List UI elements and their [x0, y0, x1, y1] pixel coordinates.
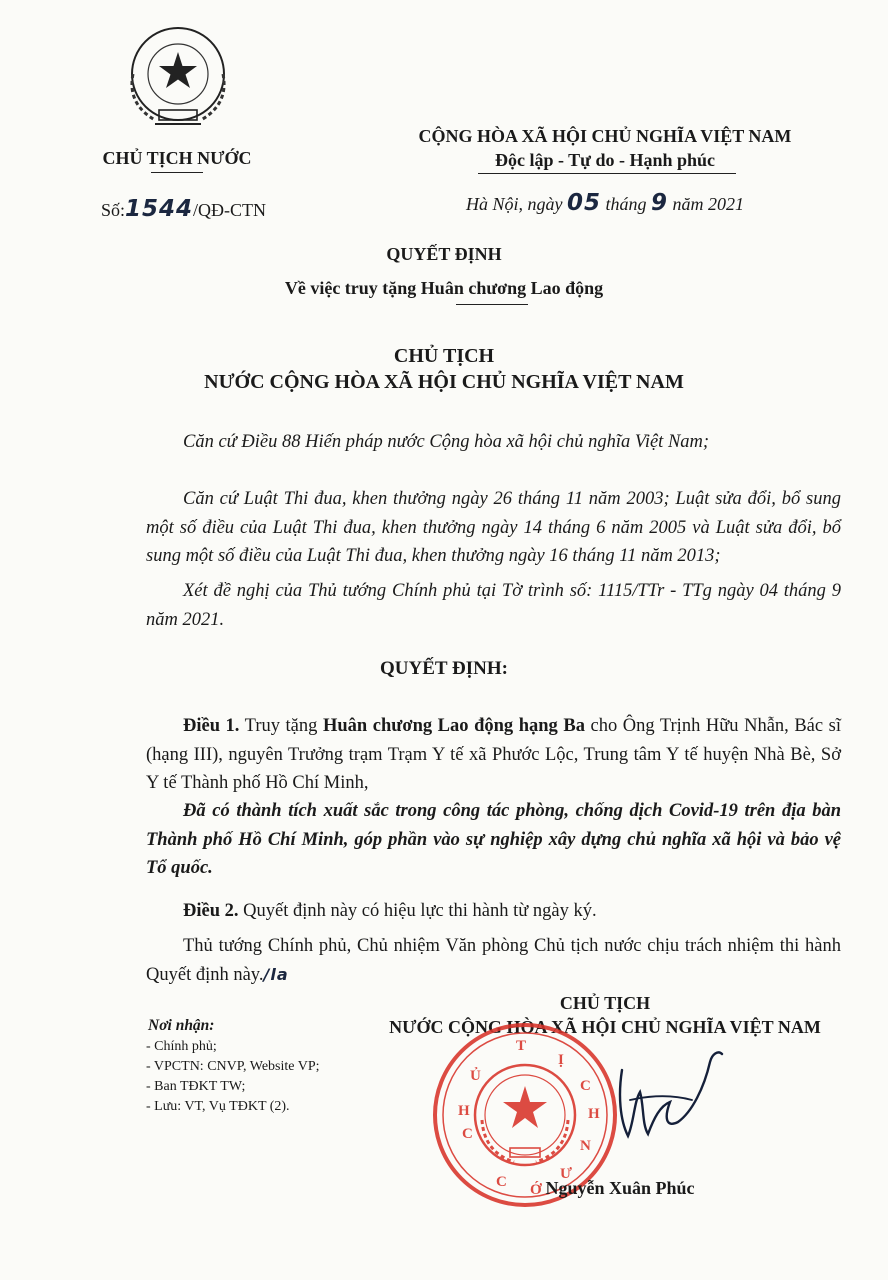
- svg-text:C: C: [462, 1126, 473, 1142]
- subject-underline: [456, 304, 528, 305]
- article-1-text-b: cho Ông Trịnh Hữu Nhẫn, Bác sĩ (hạng III), nguyên Trưởng trạm Trạm Y tế xã Phước Lộc, Trung tâm Y tế huyện Nhà Bè, Sở Y tế Thành phố Hồ Chí Minh,: [146, 716, 842, 793]
- svg-text:H: H: [458, 1103, 470, 1119]
- execution-text: Thủ tướng Chính phủ, Chủ nhiệm Văn phòng Chủ tịch nước chịu trách nhiệm thi hành Quyết định này.: [146, 936, 841, 985]
- medal-name: Huân chương Lao động hạng Ba: [322, 716, 585, 736]
- date-day-handwritten: 05: [566, 190, 601, 216]
- execution-clause: [146, 932, 841, 989]
- merit-citation: Đã có thành tích xuất sắc trong công tác phòng, chống dịch Covid-19 trên địa bàn Thành phố Hồ Chí Minh, góp phần vào sự nghiệp xây dựng chủ nghĩa xã hội và bảo vệ Tổ quốc.: [146, 801, 841, 878]
- authority-title: CHỦ TỊCH: [393, 345, 495, 367]
- recipient-item: - Chính phủ;: [146, 1039, 217, 1054]
- doc-number-suffix: /QĐ-CTN: [193, 200, 267, 220]
- legal-basis-emulation-law: Căn cứ Luật Thi đua, khen thưởng ngày 26 tháng 11 năm 2003; Luật sửa đổi, bổ sung một số điều của Luật Thi đua, khen thưởng ngày 14 tháng 6 năm 2005 và Luật sửa đổi, bổ sung một số điều của Luật Thi đua, khen thưởng ngày 16 tháng 11 năm 2013;: [146, 489, 841, 566]
- svg-text:T: T: [516, 1038, 527, 1054]
- national-motto: Độc lập - Tự do - Hạnh phúc: [494, 150, 716, 170]
- article-2-label: Điều 2.: [183, 901, 239, 921]
- svg-text:H: H: [588, 1106, 600, 1122]
- national-emblem: [119, 16, 237, 134]
- article-1: [146, 712, 841, 798]
- signer-title: CHỦ TỊCH: [559, 993, 651, 1013]
- recipient-item: - VPCTN: CNVP, Website VP;: [146, 1059, 320, 1074]
- svg-text:Ớ: Ớ: [530, 1182, 542, 1198]
- svg-text:Ư: Ư: [560, 1166, 572, 1182]
- decision-heading: QUYẾT ĐỊNH:: [380, 658, 508, 679]
- date-month-word: tháng: [600, 194, 651, 214]
- svg-text:Ủ: Ủ: [470, 1068, 481, 1084]
- article-2: [146, 897, 841, 926]
- svg-text:Ị: Ị: [558, 1052, 564, 1068]
- date-month-handwritten: 9: [651, 190, 669, 216]
- recipients-title: Nơi nhận:: [148, 1017, 215, 1034]
- legal-basis-proposal: Xét đề nghị của Thủ tướng Chính phủ tại Tờ trình số: 1115/TTr - TTg ngày 04 tháng 9 năm 2021.: [146, 581, 841, 630]
- svg-text:N: N: [580, 1138, 591, 1154]
- article-2-text: Quyết định này có hiệu lực thi hành từ ngày ký.: [238, 901, 597, 921]
- date-year: năm 2021: [668, 194, 745, 214]
- document-title: QUYẾT ĐỊNH: [386, 244, 502, 264]
- motto-underline: [478, 173, 736, 174]
- doc-number-prefix: Số:: [101, 200, 126, 220]
- recipient-item: - Ban TĐKT TW;: [146, 1079, 246, 1094]
- svg-text:C: C: [580, 1078, 591, 1094]
- doc-number-handwritten: 1544: [125, 196, 194, 222]
- nation-name: CỘNG HÒA XÃ HỘI CHỦ NGHĨA VIỆT NAM: [418, 126, 792, 146]
- article-1-label: Điều 1.: [183, 716, 240, 736]
- authority-org: NƯỚC CỘNG HÒA XÃ HỘI CHỦ NGHĨA VIỆT NAM: [204, 371, 684, 393]
- recipient-item: - Lưu: VT, Vụ TĐKT (2).: [146, 1099, 290, 1114]
- date-line: [360, 190, 850, 216]
- svg-text:C: C: [496, 1174, 507, 1190]
- handwritten-signature: [600, 1040, 740, 1160]
- signer-name: Nguyễn Xuân Phúc: [545, 1178, 695, 1198]
- document-subject: Về việc truy tặng Huân chương Lao động: [284, 278, 604, 298]
- document-number: [101, 196, 266, 222]
- handwritten-initials: /la: [263, 964, 289, 984]
- legal-basis-constitution: Căn cứ Điều 88 Hiến pháp nước Cộng hòa xã hội chủ nghĩa Việt Nam;: [183, 432, 710, 452]
- article-1-text-a: Truy tặng: [239, 716, 323, 736]
- issuer-underline: [151, 172, 203, 173]
- date-prefix: Hà Nội, ngày: [465, 194, 567, 214]
- issuer-name: CHỦ TỊCH NƯỚC: [102, 148, 252, 168]
- signer-org: NƯỚC CỘNG HÒA XÃ HỘI CHỦ NGHĨA VIỆT NAM: [389, 1017, 821, 1037]
